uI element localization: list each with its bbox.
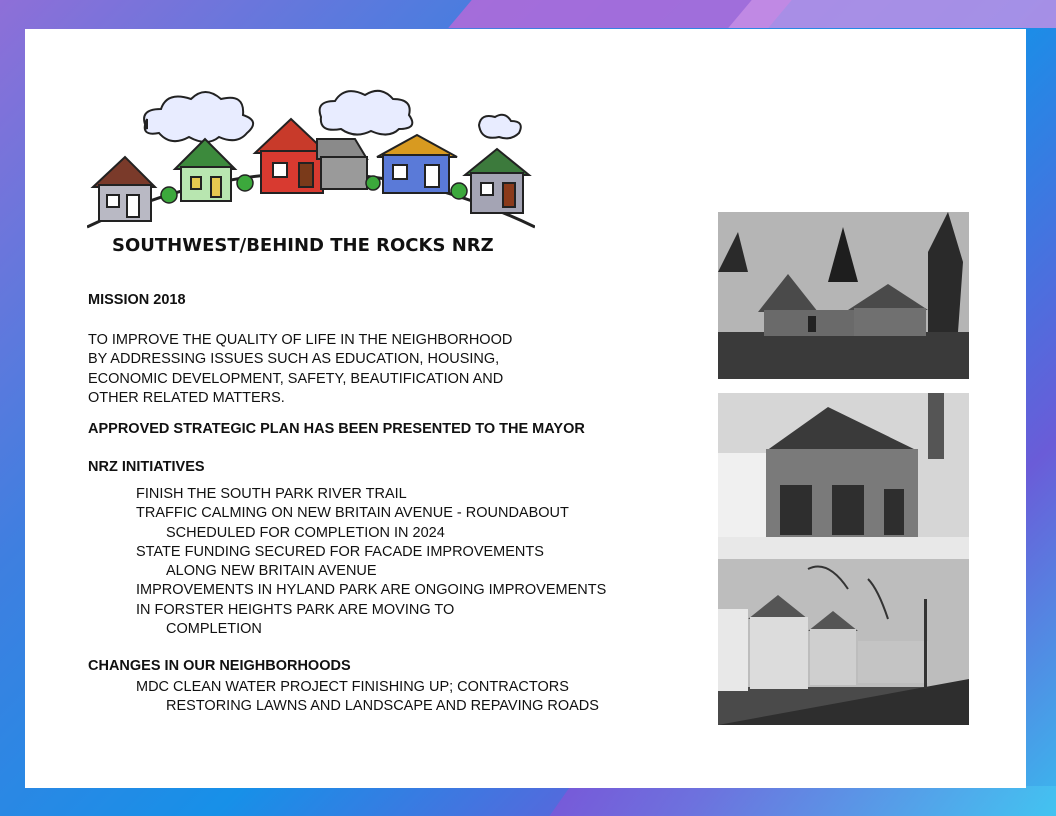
initiatives-heading: NRZ INITIATIVES	[88, 459, 205, 475]
page-title: SOUTHWEST/BEHIND THE ROCKS NRZ	[112, 235, 494, 256]
neighborhood-houses-logo	[87, 79, 535, 229]
changes-heading: CHANGES IN OUR NEIGHBORHOODS	[88, 658, 351, 674]
list-item: FINISH THE SOUTH PARK RIVER TRAIL	[136, 486, 407, 502]
initiatives-list	[88, 485, 606, 639]
firehouse-photo	[718, 393, 969, 559]
list-item: COMPLETION	[166, 621, 262, 638]
list-item: MDC CLEAN WATER PROJECT FINISHING UP; CONTRACTORS	[136, 679, 569, 695]
mission-line: OTHER RELATED MATTERS.	[88, 389, 285, 406]
decorative-band	[728, 0, 1056, 28]
decorative-band	[549, 786, 1056, 816]
street-houses-photo	[718, 559, 969, 725]
list-item: SCHEDULED FOR COMPLETION IN 2024	[166, 524, 445, 541]
church-photo	[718, 212, 969, 379]
mission-line: ECONOMIC DEVELOPMENT, SAFETY, BEAUTIFICATION AND	[88, 370, 504, 387]
list-item: IN FORSTER HEIGHTS PARK ARE MOVING TO	[136, 601, 455, 618]
list-item: TRAFFIC CALMING ON NEW BRITAIN AVENUE - ROUNDABOUT	[136, 505, 569, 522]
approved-plan-note: APPROVED STRATEGIC PLAN HAS BEEN PRESENTED TO THE MAYOR	[88, 421, 585, 437]
list-item: STATE FUNDING SECURED FOR FACADE IMPROVEMENTS	[136, 543, 544, 560]
list-item: IMPROVEMENTS IN HYLAND PARK ARE ONGOING IMPROVEMENTS	[136, 582, 607, 599]
mission-line: TO IMPROVE THE QUALITY OF LIFE IN THE NEIGHBORHOOD	[88, 332, 513, 348]
slide	[25, 29, 1026, 788]
changes-list	[88, 678, 599, 717]
mission-line: BY ADDRESSING ISSUES SUCH AS EDUCATION, HOUSING,	[88, 351, 500, 368]
mission-statement	[88, 331, 512, 408]
list-item: RESTORING LAWNS AND LANDSCAPE AND REPAVING ROADS	[166, 698, 599, 715]
list-item: ALONG NEW BRITAIN AVENUE	[166, 563, 377, 580]
mission-heading: MISSION 2018	[88, 292, 186, 308]
